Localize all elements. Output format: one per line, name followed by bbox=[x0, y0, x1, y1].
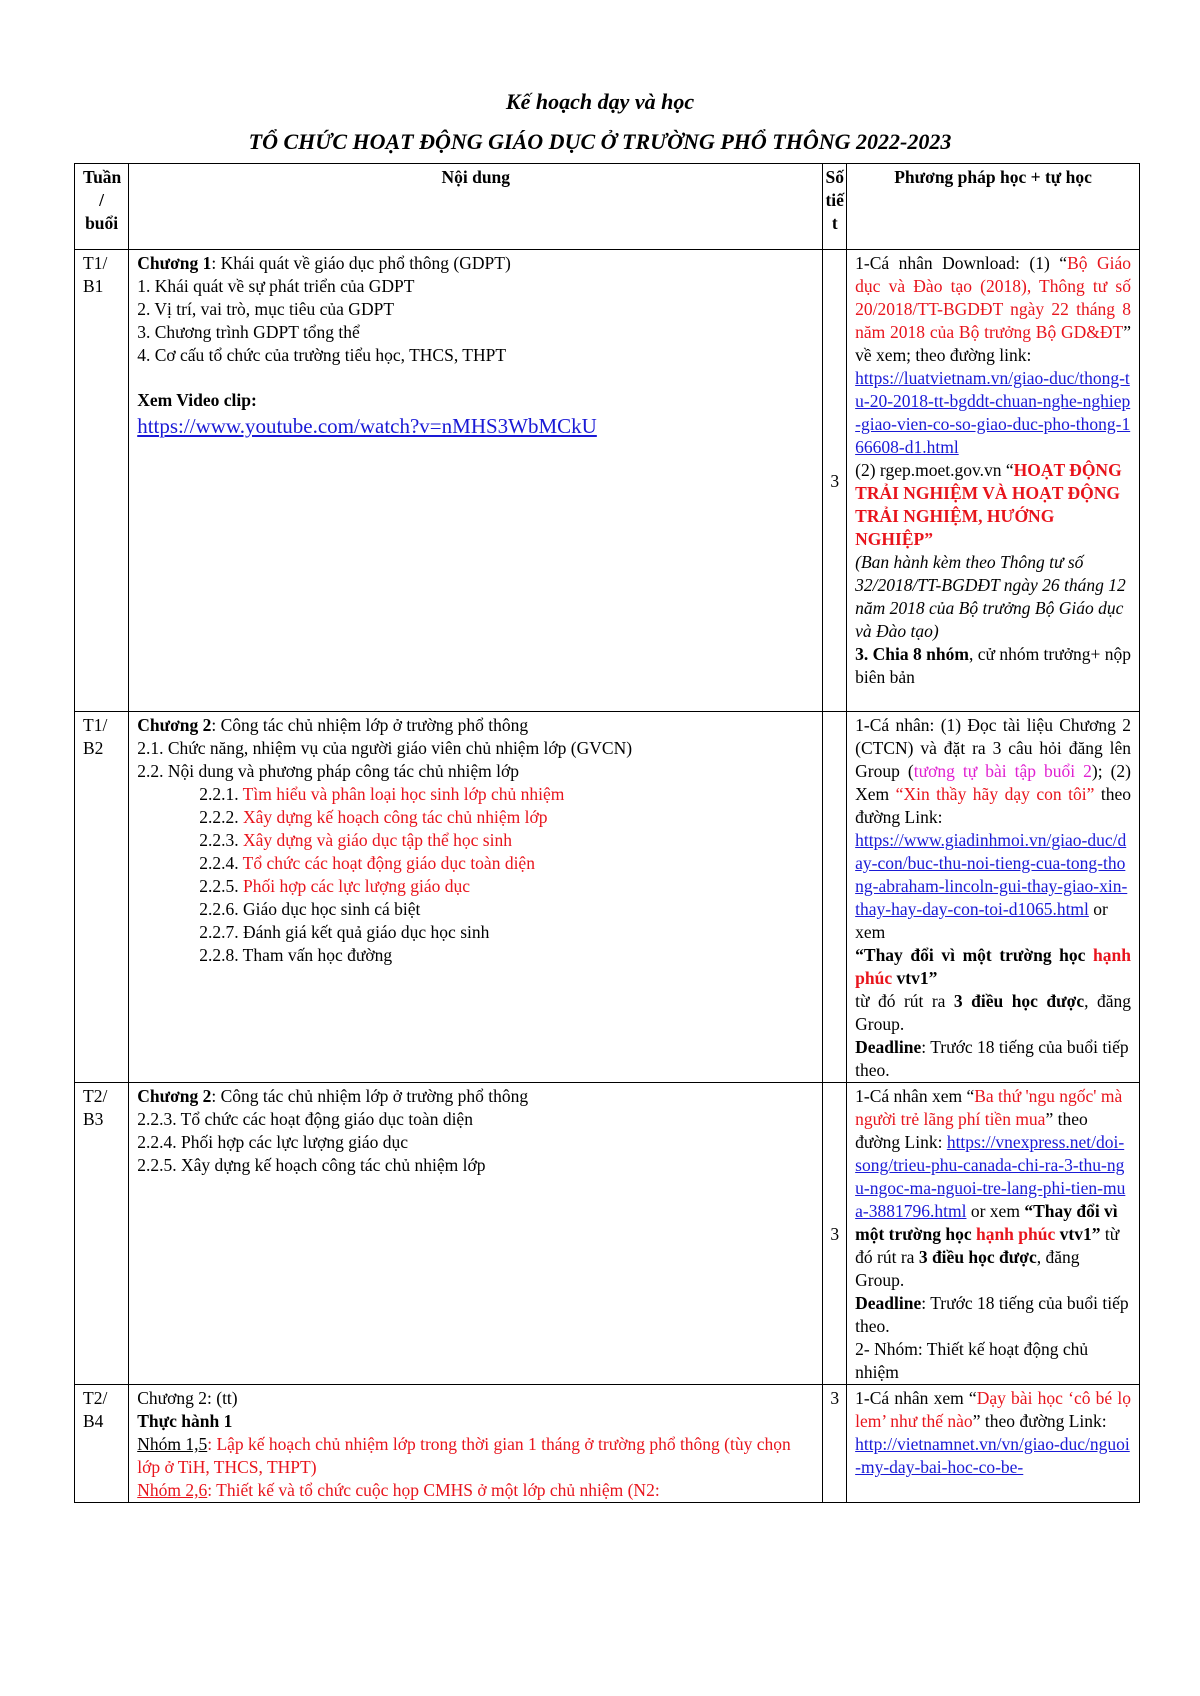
video-label: Xem Video clip: bbox=[137, 390, 257, 410]
document-title: Kế hoạch dạy và học bbox=[505, 89, 695, 114]
content-cell: Chương 2: Công tác chủ nhiệm lớp ở trường phổ thông 2.1. Chức năng, nhiệm vụ của người giáo viên chủ nhiệm lớp (GVCN) 2.2. Nội dung và phương pháp công tác chủ nhiệm lớp 2.2.1. Tìm hiểu và phân loại học sinh lớp chủ nhiệm 2.2.2. Xây dựng kế hoạch công tác chủ nhiệm lớp 2.2.3. Xây dựng và giáo dục tập thể học sinh 2.2.4. Tổ chức các hoạt động giáo dục toàn diện 2.2.5. Phối hợp các lực lượng giáo dục 2.2.6. Giáo dục học sinh cá biệt 2.2.7. Đánh giá kết quả giáo dục học sinh 2.2.8. Tham vấn học đường bbox=[129, 712, 823, 1083]
method-cell: 1-Cá nhân xem “Ba thứ 'ngu ngốc' mà người trẻ lãng phí tiền mua” theo đường Link: https://vnexpress.net/doi-song/trieu-phu-canada-chi-ra-3-thu-ngu-ngoc-ma-nguoi-tre-lang-phi-tien-mua-3881796.html or xem “Thay đổi vì một trường học hạnh phúc vtv1” từ đó rút ra 3 điều học được, đăng Group. Deadline: Trước 18 tiếng của buổi tiếp theo. 2- Nhóm: Thiết kế hoạt động chủ nhiệm bbox=[847, 1083, 1140, 1385]
header-periods: Số tiế t bbox=[823, 164, 847, 250]
header-week: Tuần / buổi bbox=[75, 164, 129, 250]
plan-table bbox=[74, 163, 1140, 1503]
list-item: 2.2.3. Xây dựng và giáo dục tập thể học sinh bbox=[199, 830, 512, 850]
list-item: 2.2.8. Tham vấn học đường bbox=[199, 945, 393, 965]
content-cell: Chương 2: Công tác chủ nhiệm lớp ở trường phổ thông 2.2.3. Tổ chức các hoạt động giáo dục toàn diện 2.2.4. Phối hợp các lực lượng giáo dục 2.2.5. Xây dựng kế hoạch công tác chủ nhiệm lớp bbox=[129, 1083, 823, 1385]
list-item: 2.2.4. Tổ chức các hoạt động giáo dục toàn diện bbox=[199, 853, 535, 873]
youtube-link[interactable]: https://www.youtube.com/watch?v=nMHS3WbMCkU bbox=[137, 414, 597, 438]
header-method: Phương pháp học + tự học bbox=[847, 164, 1140, 250]
list-item: 2.2.4. Phối hợp các lực lượng giáo dục bbox=[137, 1132, 408, 1152]
list-item: 2.2.5. Xây dựng kế hoạch công tác chủ nhiệm lớp bbox=[137, 1155, 486, 1175]
periods-cell: 3 bbox=[823, 1083, 847, 1385]
method-cell: 1-Cá nhân: (1) Đọc tài liệu Chương 2 (CTCN) và đặt ra 3 câu hỏi đăng lên Group (tương tự bài tập buổi 2); (2) Xem “Xin thầy hãy dạy con tôi” theo đường Link: https://www.giadinhmoi.vn/giao-duc/day-con/buc-thu-noi-tieng-cua-tong-thong-abraham-lincoln-gui-thay-giao-xin-thay-hay-day-con-toi-d1065.html or xem “Thay đổi vì một trường học hạnh phúc vtv1” từ đó rút ra 3 điều học được, đăng Group. Deadline: Trước 18 tiếng của buổi tiếp theo. bbox=[847, 712, 1140, 1083]
list-item: 2. Vị trí, vai trò, mục tiêu của GDPT bbox=[137, 299, 395, 319]
table-row bbox=[75, 250, 1140, 712]
document-subtitle: TỔ CHỨC HOẠT ĐỘNG GIÁO DỤC Ở TRƯỜNG PHỔ THÔNG 2022-2023 bbox=[248, 129, 952, 154]
list-item: 2.2.6. Giáo dục học sinh cá biệt bbox=[199, 899, 421, 919]
week-cell: T2/ B3 bbox=[75, 1083, 129, 1385]
list-item: 2.2.3. Tổ chức các hoạt động giáo dục toàn diện bbox=[137, 1109, 473, 1129]
table-row bbox=[75, 712, 1140, 1083]
periods-cell bbox=[823, 712, 847, 1083]
list-item: 2.2. Nội dung và phương pháp công tác chủ nhiệm lớp bbox=[137, 761, 520, 781]
week-cell: T1/ B1 bbox=[75, 250, 129, 712]
list-item: 2.2.2. Xây dựng kế hoạch công tác chủ nhiệm lớp bbox=[199, 807, 548, 827]
periods-cell: 3 bbox=[823, 1385, 847, 1503]
vietnamnet-link[interactable]: http://vietnamnet.vn/vn/giao-duc/nguoi-my-day-bai-hoc-co-be- bbox=[855, 1434, 1130, 1477]
list-item: 2.2.5. Phối hợp các lực lượng giáo dục bbox=[199, 876, 470, 896]
list-item: 2.2.7. Đánh giá kết quả giáo dục học sinh bbox=[199, 922, 490, 942]
luatvietnam-link[interactable]: https://luatvietnam.vn/giao-duc/thong-tu-20-2018-tt-bgddt-chuan-nghe-nghiep-giao-vien-co-so-giao-duc-pho-thong-166608-d1.html bbox=[855, 368, 1131, 457]
week-cell: T1/ B2 bbox=[75, 712, 129, 1083]
table-row bbox=[75, 1385, 1140, 1503]
periods-cell: 3 bbox=[823, 250, 847, 712]
list-item: 3. Chương trình GDPT tổng thể bbox=[137, 322, 360, 342]
method-cell: 1-Cá nhân Download: (1) “Bộ Giáo dục và Đào tạo (2018), Thông tư số 20/2018/TT-BGDĐT ngày 22 tháng 8 năm 2018 của Bộ trưởng Bộ GD&ĐT” về xem; theo đường link: https://luatvietnam.vn/giao-duc/thong-tu-20-2018-tt-bgddt-chuan-nghe-nghiep-giao-vien-co-so-giao-duc-pho-thong-166608-d1.html (2) rgep.moet.gov.vn “HOẠT ĐỘNG TRẢI NGHIỆM VÀ HOẠT ĐỘNG TRẢI NGHIỆM, HƯỚNG NGHIỆP” (Ban hành kèm theo Thông tư số 32/2018/TT-BGDĐT ngày 26 tháng 12 năm 2018 của Bộ trưởng Bộ Giáo dục và Đào tạo) 3. Chia 8 nhóm, cử nhóm trưởng+ nộp biên bản bbox=[847, 250, 1140, 712]
table-row bbox=[75, 1083, 1140, 1385]
list-item: 2.1. Chức năng, nhiệm vụ của người giáo viên chủ nhiệm lớp (GVCN) bbox=[137, 738, 633, 758]
week-cell: T2/ B4 bbox=[75, 1385, 129, 1503]
header-row bbox=[75, 164, 1140, 250]
giadinhmoi-link[interactable]: https://www.giadinhmoi.vn/giao-duc/day-con/buc-thu-noi-tieng-cua-tong-thong-abraham-lincoln-gui-thay-giao-xin-thay-hay-day-con-toi-d1065.html bbox=[855, 830, 1128, 919]
method-cell: 1-Cá nhân xem “Dạy bài học ‘cô bé lọ lem’ như thế nào” theo đường Link: http://vietnamnet.vn/vn/giao-duc/nguoi-my-day-bai-hoc-co-be- bbox=[847, 1385, 1140, 1503]
list-item: 2.2.1. Tìm hiểu và phân loại học sinh lớp chủ nhiệm bbox=[199, 784, 565, 804]
list-item: 4. Cơ cấu tổ chức của trường tiểu học, THCS, THPT bbox=[137, 345, 507, 365]
vnexpress-link[interactable]: https://vnexpress.net/doi-song/trieu-phu-canada-chi-ra-3-thu-ngu-ngoc-ma-nguoi-tre-lang-phi-tien-mua-3881796.html bbox=[855, 1132, 1126, 1221]
content-cell: Chương 2: (tt) Thực hành 1 Nhóm 1,5: Lập kế hoạch chủ nhiệm lớp trong thời gian 1 tháng ở trường phổ thông (tùy chọn lớp ở TiH, THCS, THPT) Nhóm 2,6: Thiết kế và tổ chức cuộc họp CMHS ở một lớp chủ nhiệm (N2: bbox=[129, 1385, 823, 1503]
list-item: 1. Khái quát về sự phát triển của GDPT bbox=[137, 276, 415, 296]
content-cell: Chương 1: Khái quát về giáo dục phổ thông (GDPT) 1. Khái quát về sự phát triển của GDPT 2. Vị trí, vai trò, mục tiêu của GDPT 3. Chương trình GDPT tổng thể 4. Cơ cấu tổ chức của trường tiểu học, THCS, THPT Xem Video clip: https://www.youtube.com/watch?v=nMHS3WbMCkU bbox=[129, 250, 823, 712]
header-content: Nội dung bbox=[129, 164, 823, 250]
